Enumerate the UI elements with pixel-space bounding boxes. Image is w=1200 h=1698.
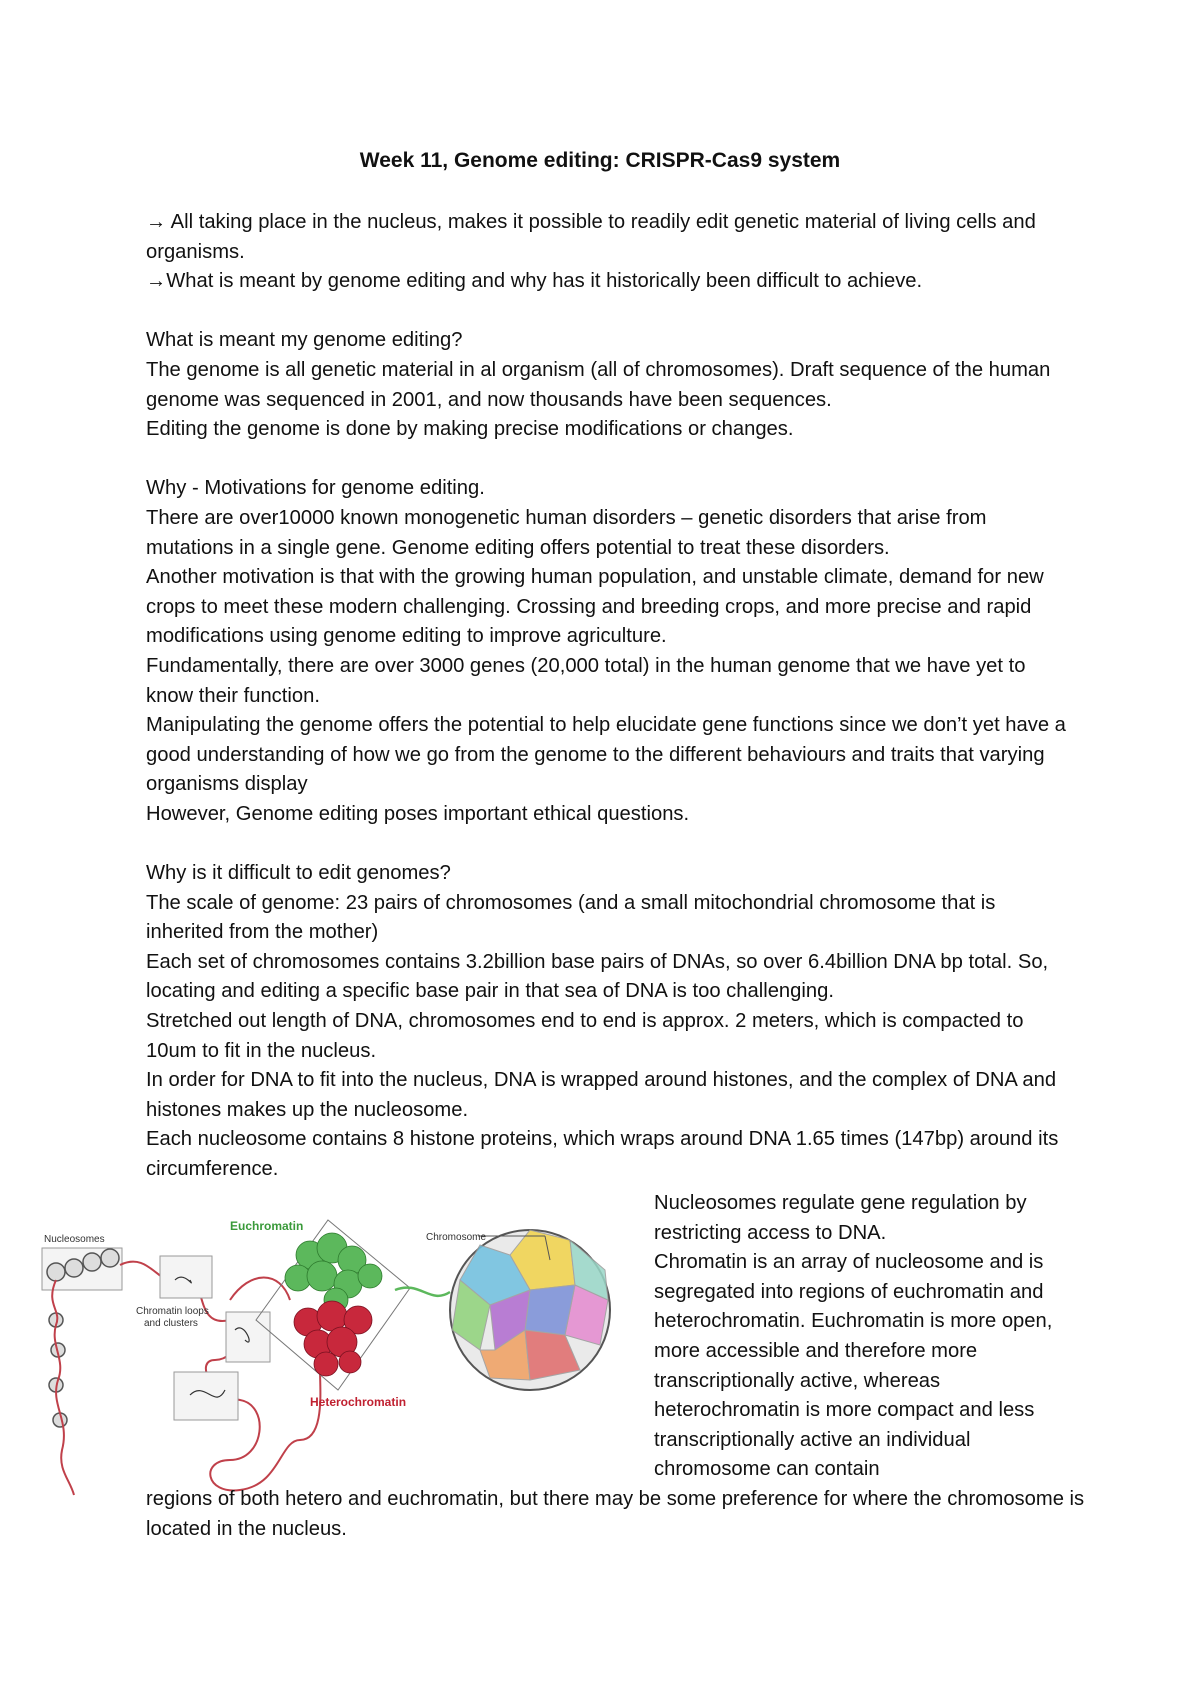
section-heading: Why is it difficult to edit genomes?: [146, 862, 451, 885]
paragraph: The genome is all genetic material in al organism (all of chromosomes). Draft sequence of the human genome was sequenced in 2001, and now thousands have been sequences.: [146, 358, 1051, 411]
paragraph: Chromatin is an array of nucleosome and is segregated into regions of euchromatin and heterochromatin. Euchromatin is more open, more accessible and therefore more transcriptionally active, whereas heterochromatin is more compact and less transcriptionally active an individual chromosome can contain: [654, 1251, 1053, 1481]
paragraph: The scale of genome: 23 pairs of chromosomes (and a small mitochondrial chromosome that is inherited from the mother): [146, 891, 996, 944]
document-body: [146, 208, 1076, 1185]
figure-tail-text: [146, 1485, 1106, 1544]
label-heterochromatin: Heterochromatin: [310, 1395, 407, 1409]
page-title: Week 11, Genome editing: CRISPR-Cas9 system: [359, 149, 841, 172]
paragraph: Each nucleosome contains 8 histone proteins, which wraps around DNA 1.65 times (147bp) around its circumference.: [146, 1128, 1059, 1180]
paragraph: However, Genome editing poses important ethical questions.: [146, 802, 690, 825]
label-loops: Chromatin loops: [136, 1306, 209, 1317]
euchromatin-blob: [285, 1233, 382, 1312]
label-chromosome: Chromosome: [426, 1232, 487, 1243]
loop-inset: [160, 1256, 212, 1298]
section-heading: What is meant my genome editing?: [146, 329, 463, 352]
paragraph: Fundamentally, there are over 3000 genes (20,000 total) in the human genome that we have yet to know their function.: [146, 654, 1026, 707]
paragraph: regions of both hetero and euchromatin, but there may be some preference for where the chromosome is located in the nucleus.: [146, 1488, 1085, 1540]
paragraph: Stretched out length of DNA, chromosomes end to end is approx. 2 meters, which is compacted to 10um to fit in the nucleus.: [146, 1010, 1024, 1062]
paragraph: Editing the genome is done by making precise modifications or changes.: [146, 418, 794, 441]
intro-line: → All taking place in the nucleus, makes it possible to readily edit genetic material of living cells and organisms.: [146, 211, 1036, 263]
paragraph: Another motivation is that with the growing human population, and unstable climate, demand for new crops to meet these modern challenging. Crossing and breeding crops, and more precise and rapid modifications using genome editing to improve agriculture.: [146, 566, 1044, 648]
intro-line: →What is meant by genome editing and why has it historically been difficult to achieve.: [146, 270, 923, 293]
label-nucleosomes: Nucleosomes: [44, 1234, 105, 1245]
heterochromatin-blob: [294, 1301, 372, 1376]
paragraph: There are over10000 known monogenetic human disorders – genetic disorders that arise from mutations in a single gene. Genome editing offers potential to treat these disorders.: [146, 506, 987, 559]
label-clusters: and clusters: [144, 1318, 198, 1329]
label-euchromatin: Euchromatin: [230, 1219, 304, 1233]
figure-side-text: [654, 1189, 1084, 1485]
section-heading: Why - Motivations for genome editing.: [146, 477, 485, 500]
cluster-inset: [174, 1372, 238, 1420]
paragraph: Manipulating the genome offers the potential to help elucidate gene functions since we don’t yet have a good understanding of how we go from the genome to the different behaviours and traits that varying organisms display: [146, 714, 1066, 796]
chromatin-figure: [40, 1210, 640, 1510]
paragraph: Nucleosomes regulate gene regulation by restricting access to DNA.: [654, 1192, 1027, 1244]
paragraph: Each set of chromosomes contains 3.2billion base pairs of DNAs, so over 6.4billion DNA bp total. So, locating and editing a specific base pair in that sea of DNA is too challenging.: [146, 950, 1049, 1003]
paragraph: In order for DNA to fit into the nucleus, DNA is wrapped around histones, and the complex of DNA and histones makes up the nucleosome.: [146, 1069, 1057, 1121]
